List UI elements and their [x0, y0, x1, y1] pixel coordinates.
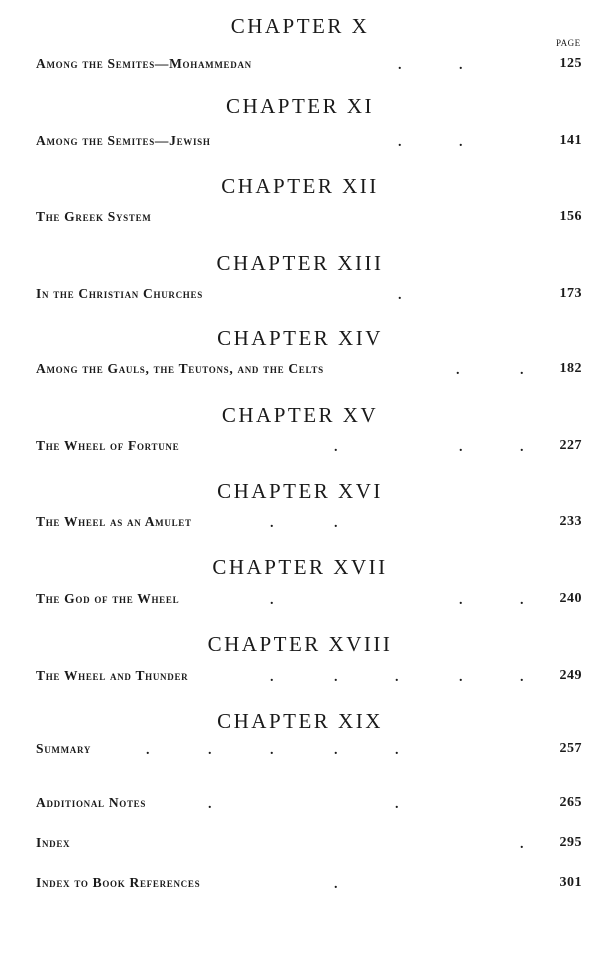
- entry-page-number: 301: [559, 875, 582, 890]
- chapter-heading: CHAPTER XIII: [216, 251, 384, 275]
- entry-title: The Wheel of Fortune: [36, 438, 180, 453]
- leader-dot: .: [270, 593, 274, 608]
- entry-page-number: 295: [559, 835, 582, 850]
- leader-dot: .: [520, 837, 524, 852]
- chapter-heading: CHAPTER XVIII: [207, 632, 393, 656]
- chapter-heading: CHAPTER XI: [225, 94, 375, 118]
- chapter-heading: CHAPTER X: [230, 14, 370, 38]
- leader-dot: .: [398, 288, 402, 303]
- leader-dot: .: [270, 670, 274, 685]
- leader-dot: .: [270, 743, 274, 758]
- leader-dot: .: [334, 516, 338, 531]
- chapter-heading: CHAPTER XIV: [217, 326, 383, 350]
- entry-title: The Wheel as an Amulet: [36, 514, 192, 529]
- entry-title: Among the Semites—Mohammedan: [36, 56, 252, 71]
- toc-entry[interactable]: [36, 133, 582, 153]
- toc-entry[interactable]: [36, 835, 582, 855]
- leader-dot: .: [459, 593, 463, 608]
- toc-entry[interactable]: [36, 209, 582, 229]
- toc-entry[interactable]: [36, 875, 582, 895]
- leader-dot: .: [270, 516, 274, 531]
- toc-entry[interactable]: [36, 795, 582, 815]
- leader-dot: .: [334, 440, 338, 455]
- toc-entry[interactable]: [36, 514, 582, 534]
- entry-page-number: 265: [559, 795, 582, 810]
- entry-title: Additional Notes: [36, 795, 147, 810]
- toc-entry[interactable]: [36, 668, 582, 688]
- entry-title: Index: [36, 835, 71, 850]
- entry-page-number: 240: [559, 591, 582, 606]
- leader-dot: .: [395, 670, 399, 685]
- leader-dot: .: [520, 363, 524, 378]
- toc-entry[interactable]: [36, 286, 582, 306]
- toc-entry[interactable]: [36, 361, 582, 381]
- entry-title: The Wheel and Thunder: [36, 668, 189, 683]
- chapter-heading: CHAPTER XIX: [217, 709, 383, 733]
- chapter-heading: CHAPTER XVII: [212, 555, 388, 579]
- entry-title: Index to Book References: [36, 875, 201, 890]
- leader-dot: .: [456, 363, 460, 378]
- entry-page-number: 125: [559, 56, 582, 71]
- toc-entry[interactable]: [36, 741, 582, 761]
- entry-title: Among the Gauls, the Teutons, and the Celts: [36, 361, 324, 376]
- leader-dot: .: [459, 58, 463, 73]
- entry-page-number: 233: [559, 514, 582, 529]
- leader-dot: .: [208, 797, 212, 812]
- entry-title: The Greek System: [36, 209, 152, 224]
- leader-dot: .: [398, 135, 402, 150]
- leader-dot: .: [395, 743, 399, 758]
- entry-page-number: 156: [559, 209, 582, 224]
- leader-dot: .: [520, 670, 524, 685]
- leader-dot: .: [334, 877, 338, 892]
- entry-page-number: 257: [559, 741, 582, 756]
- leader-dot: .: [208, 743, 212, 758]
- leader-dot: .: [146, 743, 150, 758]
- toc-entry[interactable]: [36, 591, 582, 611]
- leader-dot: .: [459, 135, 463, 150]
- leader-dot: .: [398, 58, 402, 73]
- toc-entry[interactable]: [36, 438, 582, 458]
- entry-title: Among the Semites—Jewish: [36, 133, 211, 148]
- entry-page-number: 141: [559, 133, 582, 148]
- entry-title: In the Christian Churches: [36, 286, 203, 301]
- chapter-heading: CHAPTER XV: [221, 403, 379, 427]
- chapter-heading: CHAPTER XVI: [217, 479, 383, 503]
- leader-dot: .: [520, 440, 524, 455]
- leader-dot: .: [395, 797, 399, 812]
- entry-page-number: 173: [559, 286, 582, 301]
- leader-dot: .: [334, 670, 338, 685]
- leader-dot: .: [459, 670, 463, 685]
- entry-page-number: 227: [559, 438, 582, 453]
- toc-entry[interactable]: [36, 56, 582, 76]
- chapter-heading: CHAPTER XII: [221, 174, 379, 198]
- leader-dot: .: [520, 593, 524, 608]
- entry-title: Summary: [36, 741, 92, 756]
- page-column-label: PAGE: [556, 38, 581, 48]
- leader-dot: .: [334, 743, 338, 758]
- entry-title: The God of the Wheel: [36, 591, 180, 606]
- entry-page-number: 182: [559, 361, 582, 376]
- leader-dot: .: [459, 440, 463, 455]
- entry-page-number: 249: [559, 668, 582, 683]
